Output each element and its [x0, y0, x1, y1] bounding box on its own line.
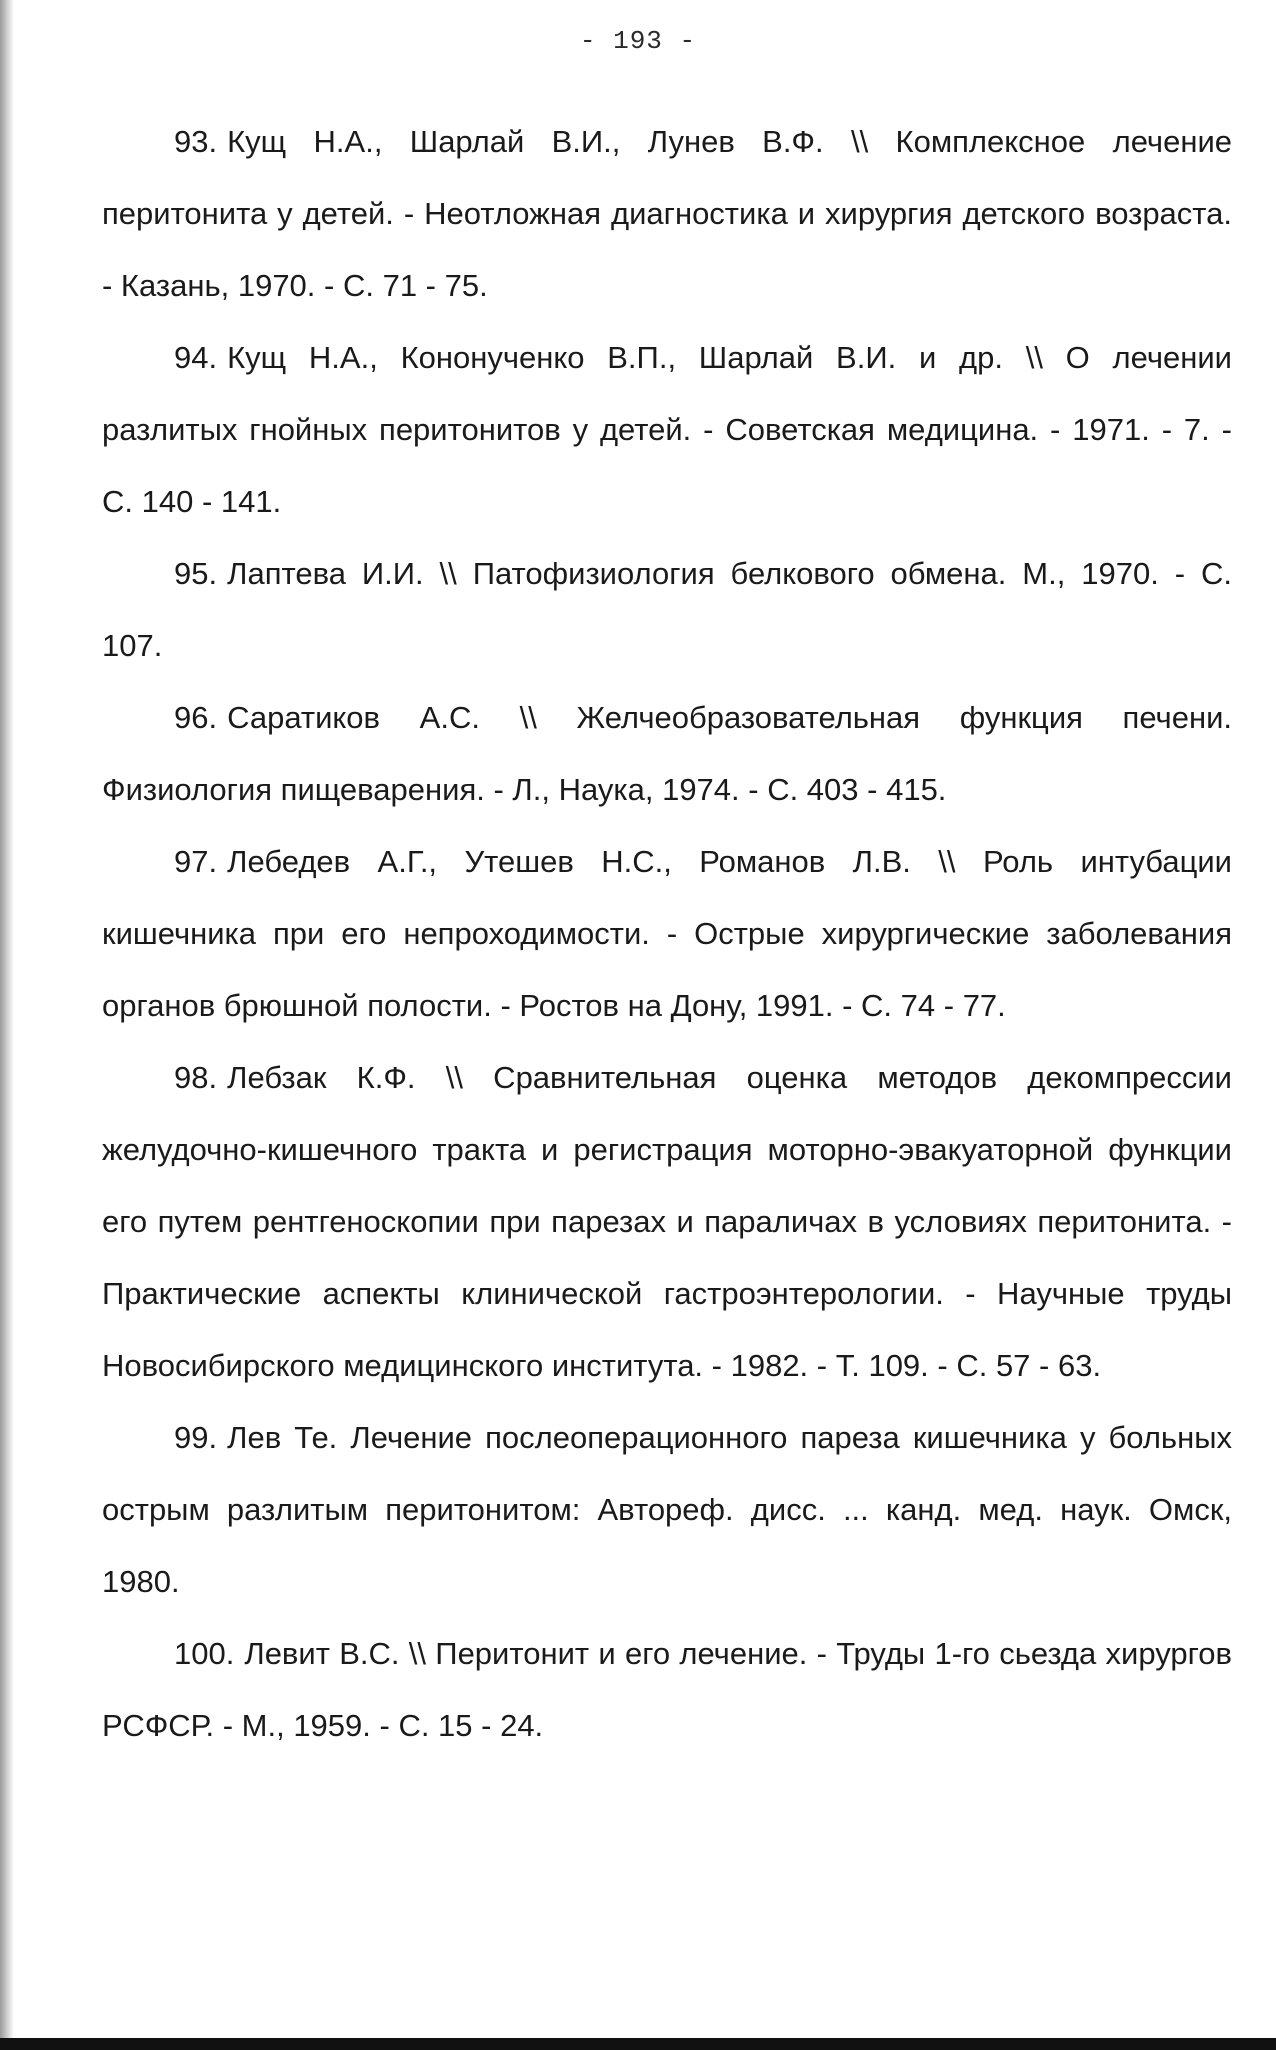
reference-list [102, 106, 1232, 1762]
page-number: - 193 - [579, 26, 697, 56]
reference-item-95 [102, 538, 1232, 682]
reference-text: Лаптева И.И. \\ Патофизиология белкового обмена. М., 1970. - С. 107. [102, 556, 1232, 663]
scan-bottom-edge [0, 2038, 1276, 2050]
reference-number: 94. [174, 340, 218, 375]
reference-item-94 [102, 322, 1232, 538]
reference-item-100 [102, 1618, 1232, 1762]
reference-item-99 [102, 1402, 1232, 1618]
scan-edge-shadow [0, 0, 14, 2050]
reference-text: Лебедев А.Г., Утешев Н.С., Романов Л.В. \\ Роль интубации кишечника при его непроходимости. - Острые хирургические заболевания органов брюшной полости. - Ростов на Дону, 1991. - С. 74 - 77. [102, 844, 1232, 1023]
reference-text: Левит В.С. \\ Перитонит и его лечение. - Труды 1-го сьезда хирургов РСФСР. - М., 1959. - С. 15 - 24. [102, 1636, 1232, 1743]
reference-text: Саратиков А.С. \\ Желчеобразовательная функция печени. Физиология пищеварения. - Л., Наука, 1974. - С. 403 - 415. [102, 700, 1232, 807]
reference-text: Кущ Н.А., Шарлай В.И., Лунев В.Ф. \\ Комплексное лечение перитонита у детей. - Неотложная диагностика и хирургия детского возраста. - Казань, 1970. - С. 71 - 75. [102, 124, 1232, 303]
reference-number: 98. [174, 1060, 218, 1095]
reference-item-98 [102, 1042, 1232, 1402]
reference-number: 100. [174, 1636, 235, 1671]
reference-item-96 [102, 682, 1232, 826]
reference-item-93 [102, 106, 1232, 322]
reference-text: Лебзак К.Ф. \\ Сравнительная оценка методов декомпрессии желудочно-кишечного тракта и регистрация моторно-эвакуаторной функции его путем рентгеноскопии при парезах и параличах в условиях перитонита. - Практические аспекты клинической гастроэнтерологии. - Научные труды Новосибирского медицинского института. - 1982. - Т. 109. - С. 57 - 63. [102, 1060, 1232, 1383]
reference-number: 99. [174, 1420, 218, 1455]
reference-text: Кущ Н.А., Кононученко В.П., Шарлай В.И. и др. \\ О лечении разлитых гнойных перитонитов у детей. - Советская медицина. - 1971. - 7. - С. 140 - 141. [102, 340, 1232, 519]
reference-number: 93. [174, 124, 218, 159]
reference-number: 95. [174, 556, 218, 591]
reference-number: 96. [174, 700, 218, 735]
reference-text: Лев Те. Лечение послеоперационного пареза кишечника у больных острым разлитым перитонитом: Автореф. дисс. ... канд. мед. наук. Омск, 1980. [102, 1420, 1232, 1599]
reference-number: 97. [174, 844, 218, 879]
reference-item-97 [102, 826, 1232, 1042]
